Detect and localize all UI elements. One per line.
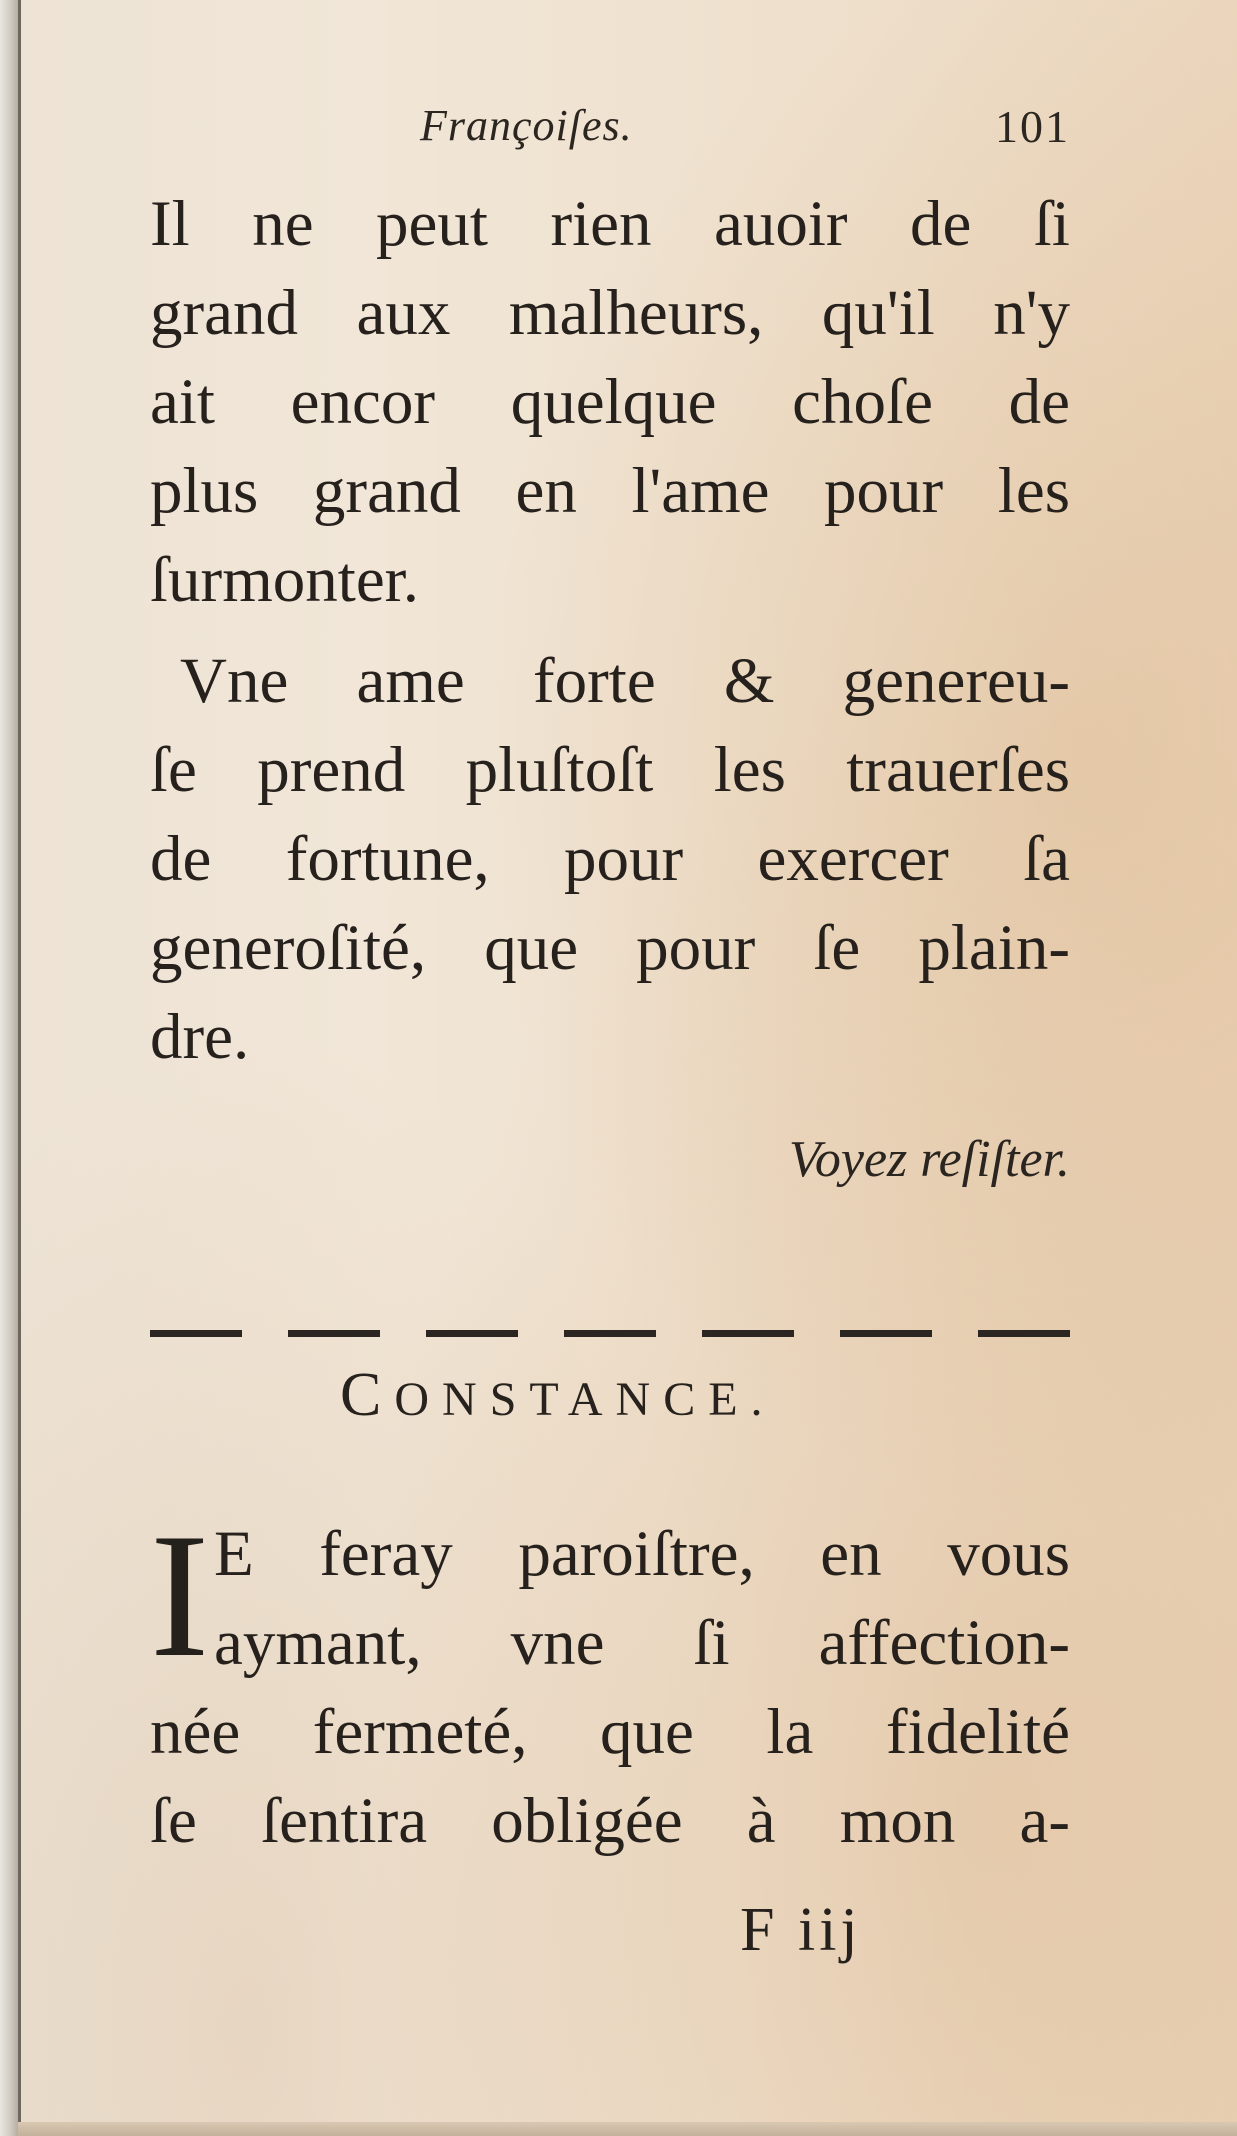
cross-reference: Voyez reſiſter. (788, 1131, 1070, 1188)
text-line: née fermeté, que la fidelité (150, 1696, 1070, 1768)
drop-cap: I (150, 1496, 210, 1694)
divider-segment (426, 1330, 518, 1337)
page-header (150, 100, 1070, 170)
text-line: Il ne peut rien auoir de ſi (150, 188, 1070, 260)
signature-mark: F iij (740, 1896, 862, 1964)
divider-segment (564, 1330, 656, 1337)
page-number: 101 (995, 101, 1070, 152)
text-line: ſurmonter. (150, 544, 419, 616)
text-line: aymant, vne ſi affection- (214, 1607, 1070, 1679)
divider-segment (288, 1330, 380, 1337)
divider-segment (150, 1330, 242, 1337)
text-line: E feray paroiſtre, en vous (214, 1518, 1070, 1590)
text-line: grand aux malheurs, qu'il n'y (150, 277, 1070, 349)
running-head: Françoiſes. (420, 101, 633, 150)
section-divider (150, 1330, 1070, 1340)
text-line: dre. (150, 1001, 250, 1073)
page-bottom-edge (18, 2122, 1237, 2136)
page-left-edge (0, 0, 18, 2136)
text-line: ſe ſentira obligée à mon a- (150, 1785, 1070, 1857)
divider-segment (702, 1330, 794, 1337)
text-line: ſe prend pluſtoſt les trauerſes (150, 734, 1070, 806)
text-line: de fortune, pour exercer ſa (150, 823, 1070, 895)
text-line: Vne ame forte & genereu- (180, 645, 1070, 717)
text-line: plus grand en l'ame pour les (150, 455, 1070, 527)
divider-segment (978, 1330, 1070, 1337)
paragraph-2 (150, 637, 1070, 1082)
page-gutter-line (18, 0, 21, 2136)
paragraph-1 (150, 180, 1070, 625)
section-heading-initial: C (340, 1361, 395, 1429)
paragraph-3 (150, 1496, 1070, 1866)
text-line: generoſité, que pour ſe plain- (150, 912, 1070, 984)
divider-segment (840, 1330, 932, 1337)
text-line: ait encor quelque choſe de (150, 366, 1070, 438)
section-heading-rest: ONSTANCE. (394, 1373, 776, 1426)
section-heading (340, 1360, 776, 1431)
